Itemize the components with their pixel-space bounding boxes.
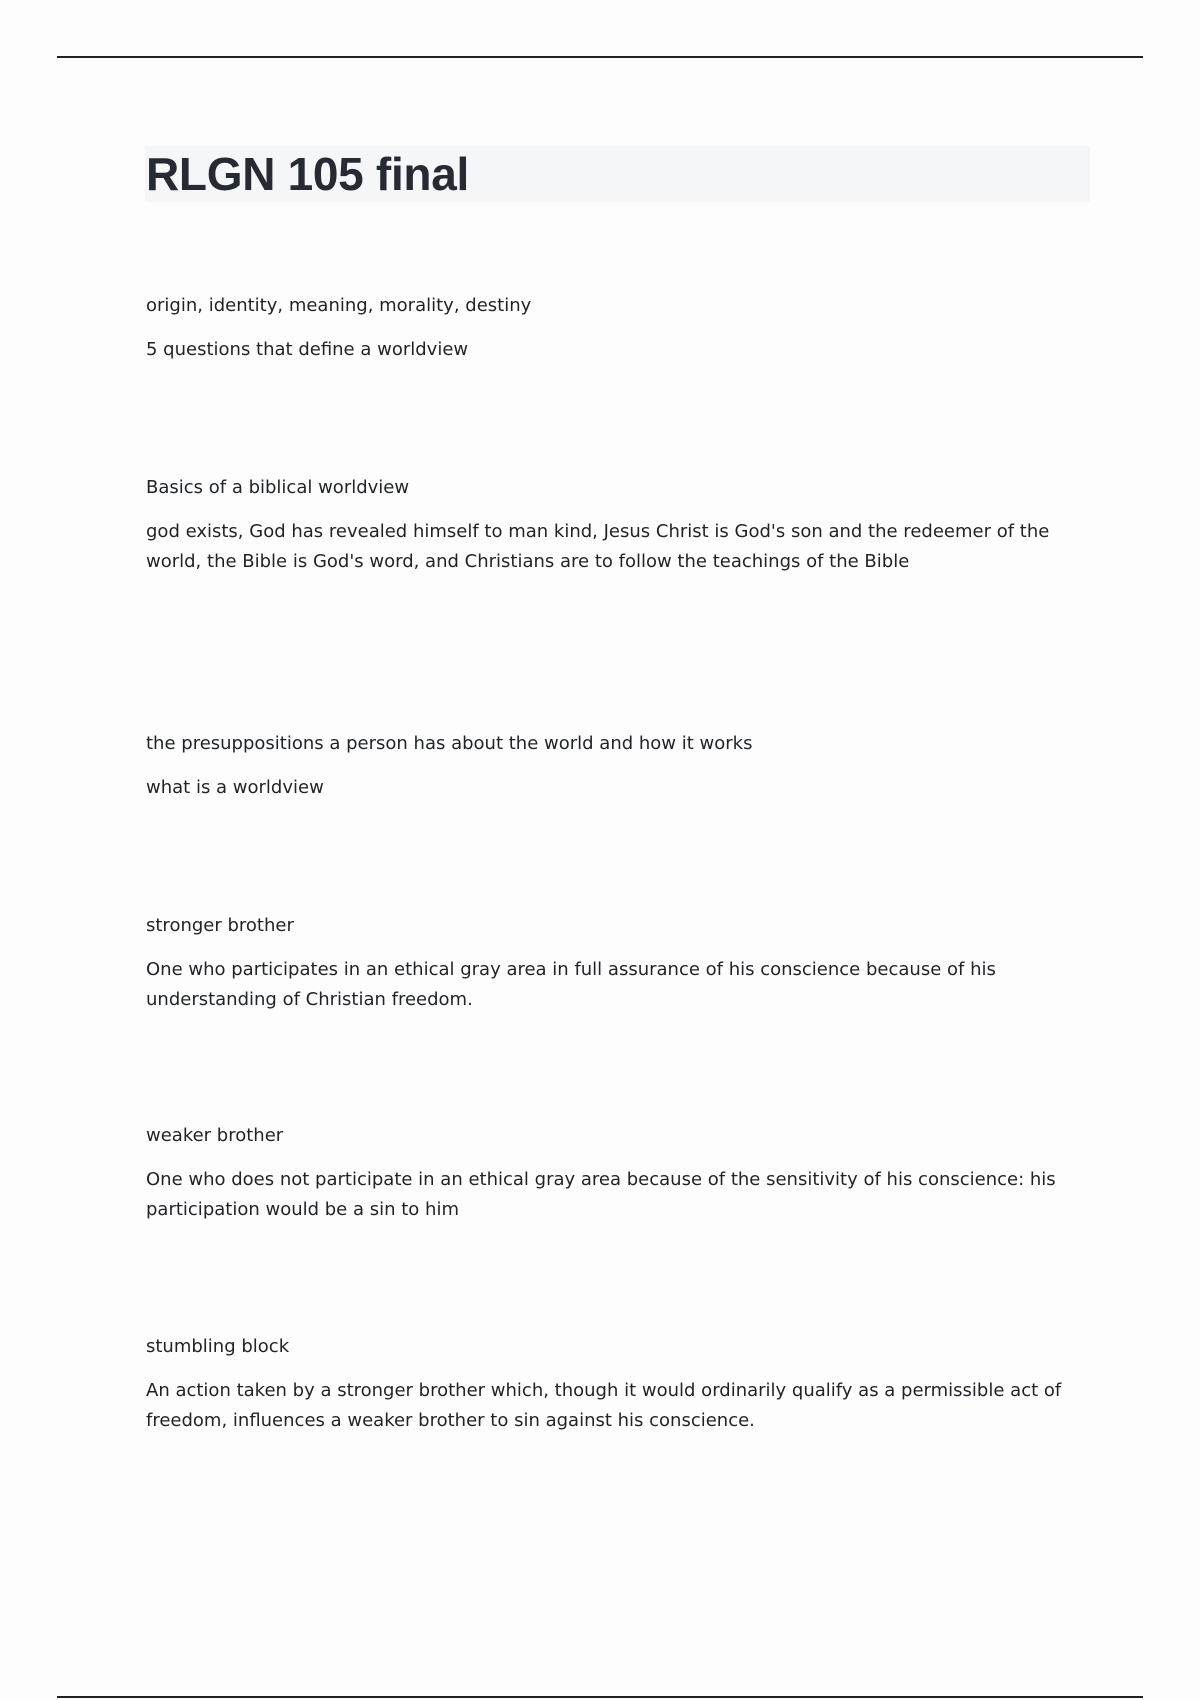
card-definition: god exists, God has revealed himself to man kind, Jesus Christ is God's son and the redeemer of the world, the Bible is God's word, and Christians are to follow the teachings of the Bible [146,521,1050,572]
bottom-divider [57,1696,1143,1698]
flashcard [146,291,1066,365]
flashcard [146,911,1066,1015]
card-term: origin, identity, meaning, morality, destiny [146,295,532,316]
card-definition: 5 questions that define a worldview [146,339,469,360]
card-term: weaker brother [146,1125,284,1146]
flashcard [146,1121,1066,1225]
flashcard [146,473,1066,577]
flashcard [146,1332,1066,1436]
card-definition: One who participates in an ethical gray area in full assurance of his conscience because of his understanding of Christian freedom. [146,959,996,1010]
card-term: stronger brother [146,915,294,936]
card-definition: An action taken by a stronger brother which, though it would ordinarily qualify as a permissible act of freedom, influences a weaker brother to sin against his conscience. [146,1380,1062,1431]
card-definition: what is a worldview [146,777,324,798]
card-term: Basics of a biblical worldview [146,477,410,498]
page-title: RLGN 105 final [146,148,469,200]
top-divider [57,56,1143,58]
card-term: the presuppositions a person has about the world and how it works [146,733,753,754]
flashcard [146,729,1066,803]
card-definition: One who does not participate in an ethical gray area because of the sensitivity of his conscience: his participation would be a sin to him [146,1169,1056,1220]
card-term: stumbling block [146,1336,290,1357]
